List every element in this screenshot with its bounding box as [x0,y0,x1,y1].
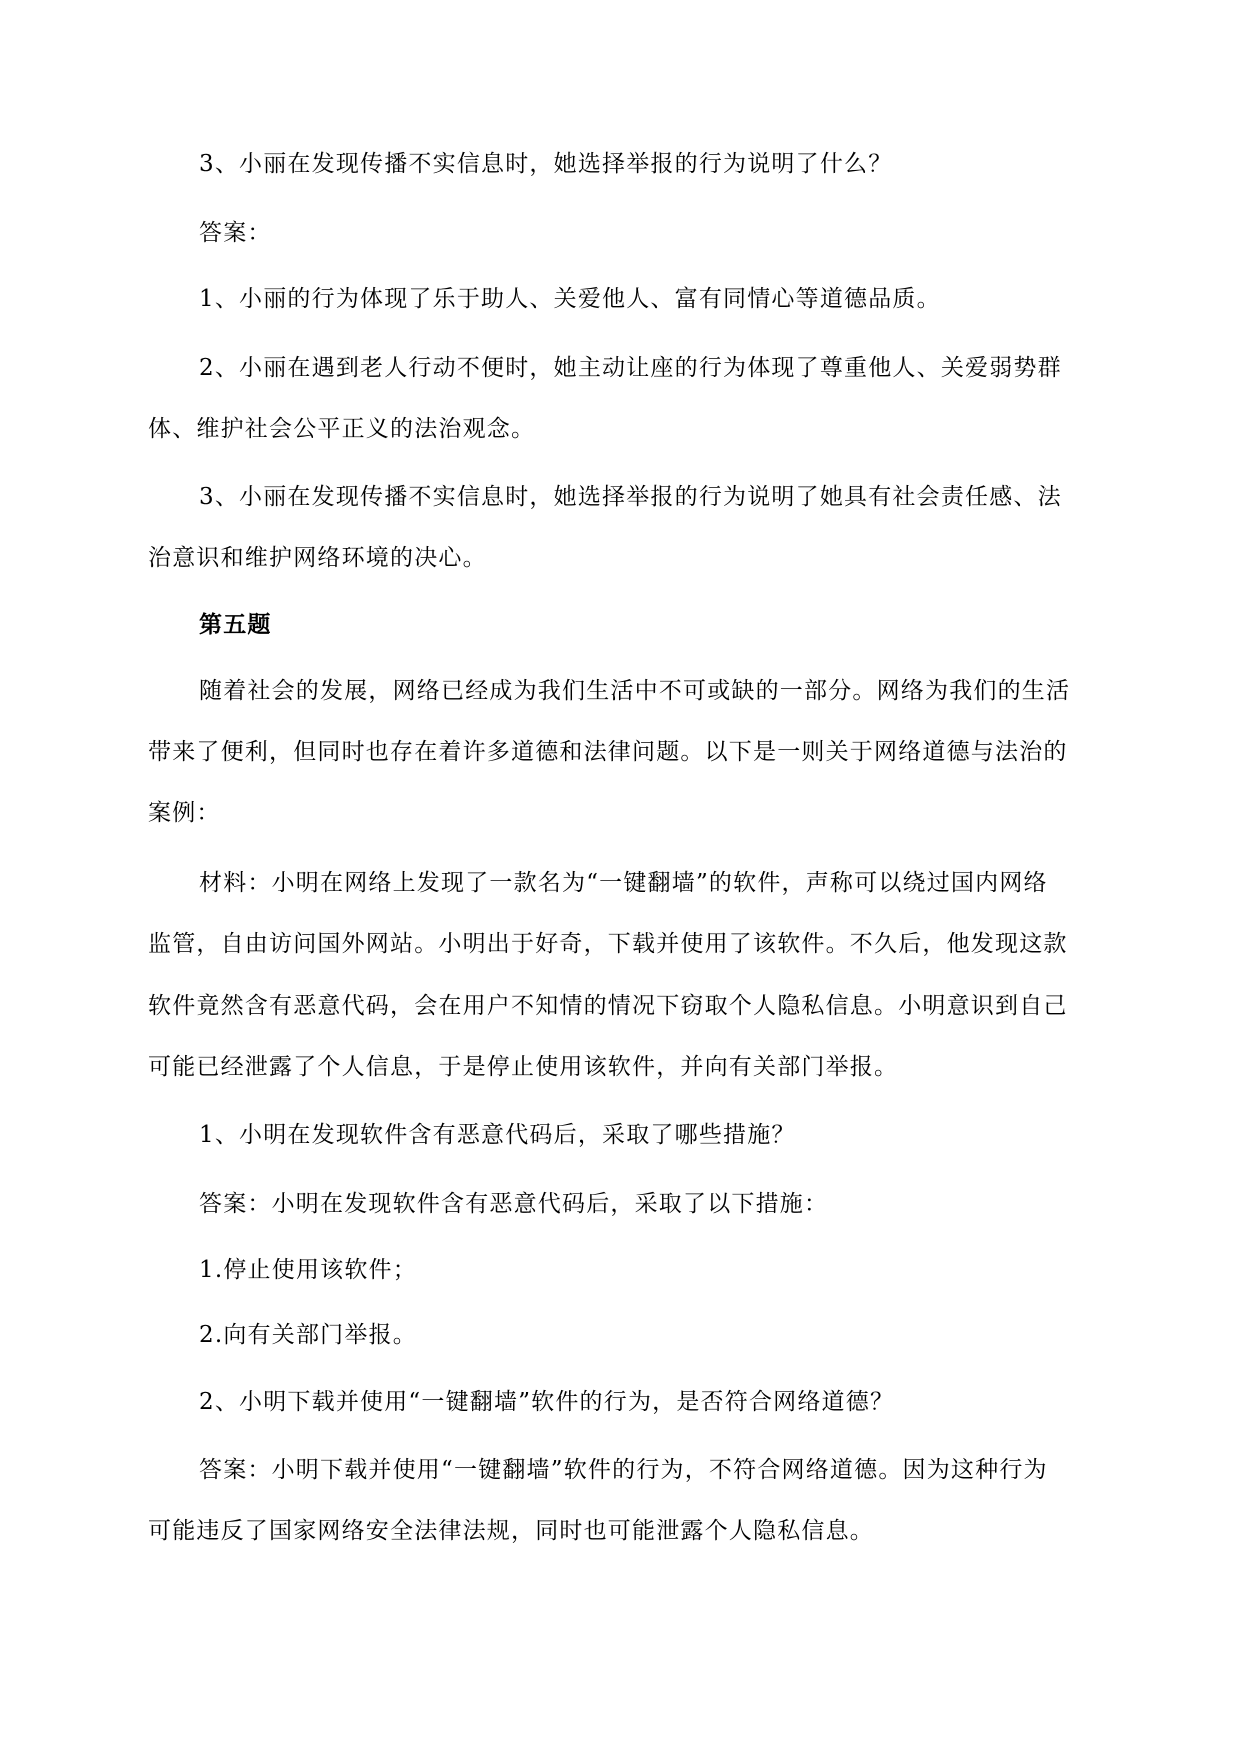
answer-q2-line-2: 可能违反了国家网络安全法律法规，同时也可能泄露个人隐私信息。 [148,1518,874,1544]
answer-2-line-1: 2、小丽在遇到老人行动不便时，她主动让座的行为体现了尊重他人、关爱弱势群 [199,355,1062,381]
section-heading: 第五题 [199,612,272,638]
answer-2-line-2: 体、维护社会公平正义的法治观念。 [148,416,536,442]
answer-label: 答案： [199,220,272,246]
measure-2: 2.向有关部门举报。 [199,1322,417,1348]
question-3: 3、小丽在发现传播不实信息时，她选择举报的行为说明了什么？ [199,151,893,177]
question-2: 2、小明下载并使用“一键翻墙”软件的行为，是否符合网络道德？ [199,1389,895,1415]
answer-3-line-1: 3、小丽在发现传播不实信息时，她选择举报的行为说明了她具有社会责任感、法 [199,484,1062,510]
answer-1: 1、小丽的行为体现了乐于助人、关爱他人、富有同情心等道德品质。 [199,286,941,312]
measure-1: 1.停止使用该软件； [199,1257,417,1283]
material-line-2: 监管，自由访问国外网站。小明出于好奇，下载并使用了该软件。不久后，他发现这款 [148,931,1068,957]
question-1: 1、小明在发现软件含有恶意代码后，采取了哪些措施？ [199,1122,796,1148]
material-line-1: 材料：小明在网络上发现了一款名为“一键翻墙”的软件，声称可以绕过国内网络 [199,870,1048,896]
material-line-4: 可能已经泄露了个人信息，于是停止使用该软件，并向有关部门举报。 [148,1054,899,1080]
intro-line-1: 随着社会的发展，网络已经成为我们生活中不可或缺的一部分。网络为我们的生活 [199,678,1071,704]
answer-3-line-2: 治意识和维护网络环境的决心。 [148,545,487,571]
intro-line-3: 案例： [148,800,221,826]
answer-q2-line-1: 答案：小明下载并使用“一键翻墙”软件的行为，不符合网络道德。因为这种行为 [199,1457,1048,1483]
answer-q1: 答案：小明在发现软件含有恶意代码后，采取了以下措施： [199,1191,829,1217]
material-line-3: 软件竟然含有恶意代码，会在用户不知情的情况下窃取个人隐私信息。小明意识到自己 [148,993,1068,1019]
intro-line-2: 带来了便利，但同时也存在着许多道德和法律问题。以下是一则关于网络道德与法治的 [148,739,1068,765]
